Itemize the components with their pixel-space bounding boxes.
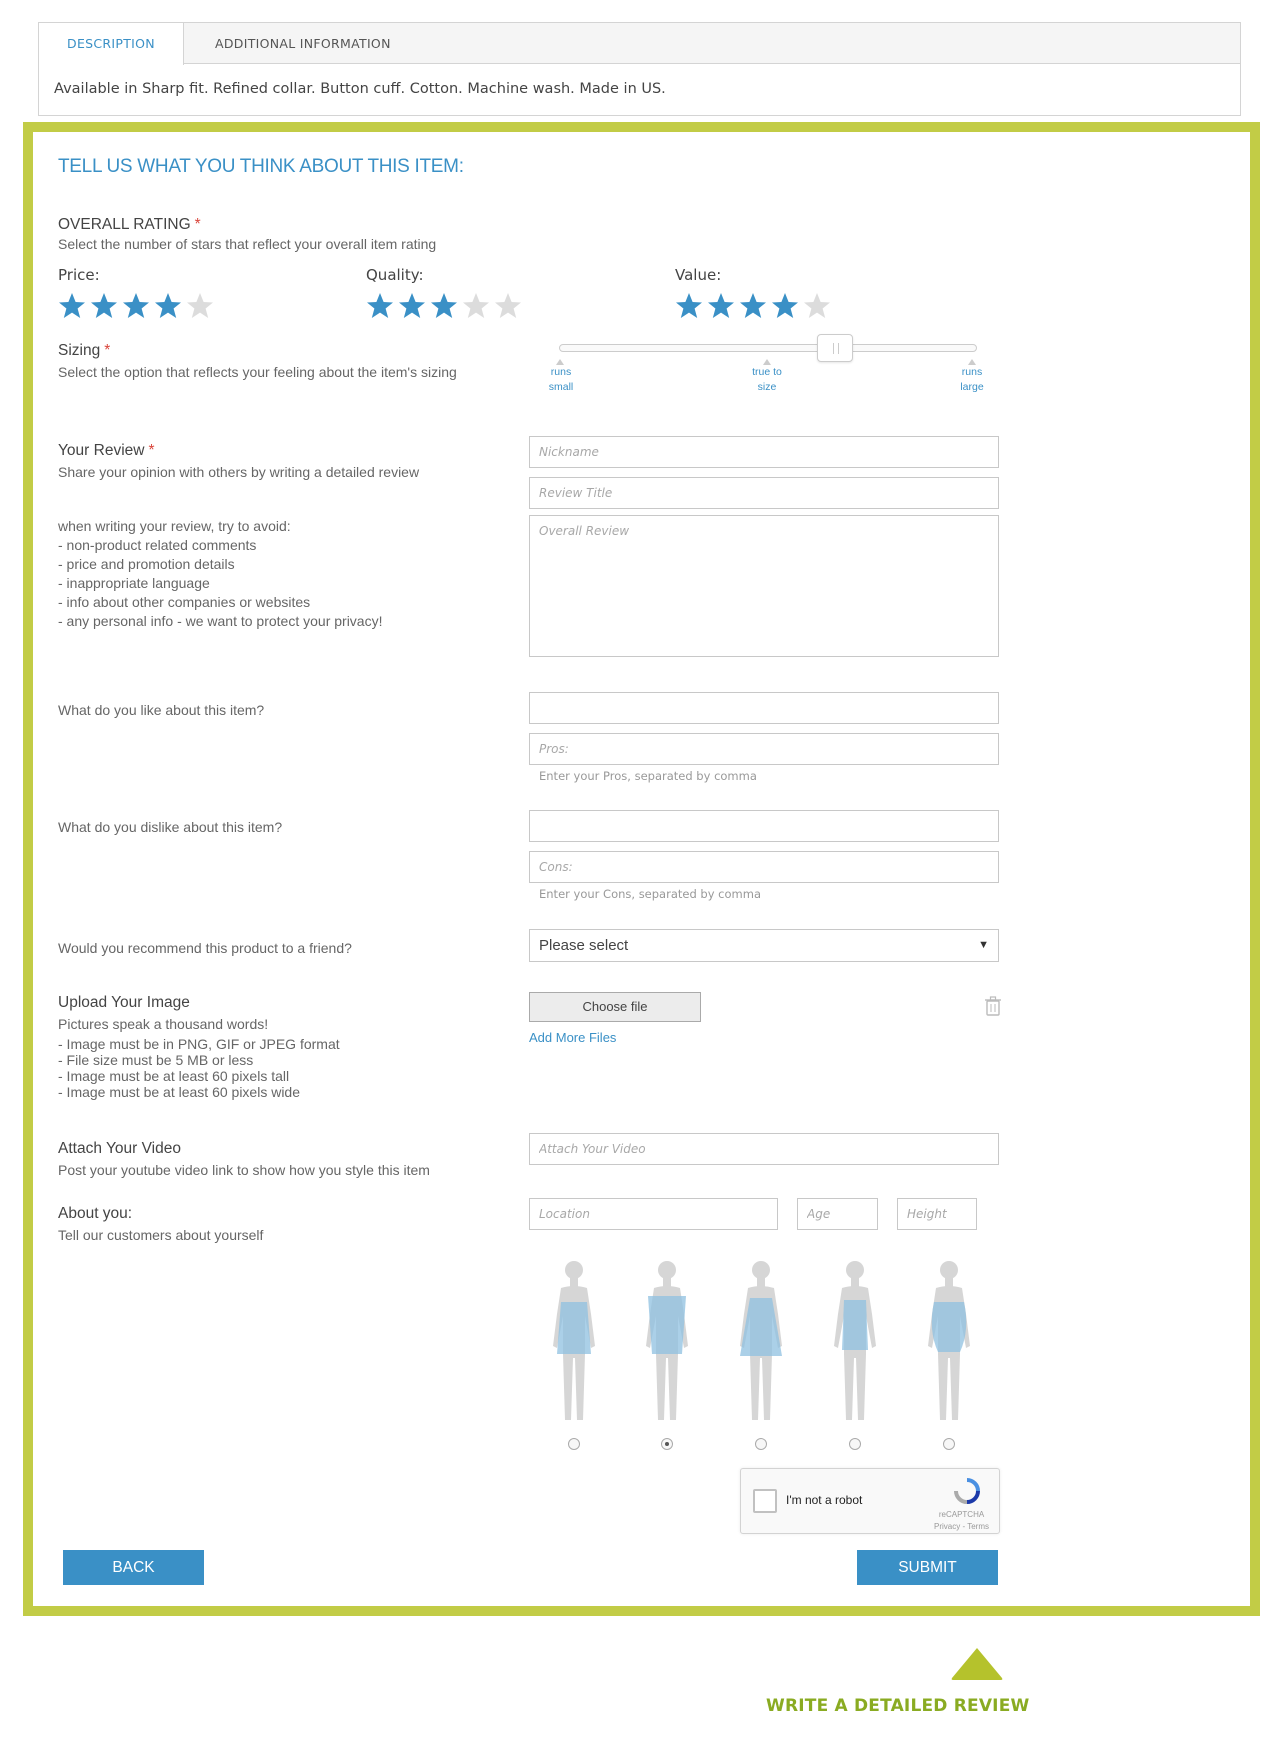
- recaptcha-checkbox[interactable]: [753, 1489, 777, 1513]
- video-label: Attach Your Video: [58, 1140, 181, 1157]
- write-detailed-review-link[interactable]: WRITE A DETAILED REVIEW: [766, 1696, 1030, 1716]
- overall-review-textarea[interactable]: [529, 515, 999, 657]
- product-tabs: [38, 22, 1241, 116]
- upload-subtitle: Pictures speak a thousand words!: [58, 1016, 269, 1032]
- upload-rule: - Image must be at least 60 pixels tall: [58, 1068, 290, 1084]
- likes-label: What do you like about this item?: [58, 702, 265, 718]
- upload-rule: - File size must be 5 MB or less: [58, 1052, 254, 1068]
- sizing-subtitle: Select the option that reflects your feeling about the item's sizing: [58, 364, 457, 380]
- sizing-label: Sizing: [58, 342, 101, 359]
- star-icon[interactable]: [707, 292, 735, 320]
- recaptcha-label: I'm not a robot: [786, 1493, 863, 1507]
- height-input[interactable]: [897, 1198, 977, 1230]
- your-review-subtitle: Share your opinion with others by writing a detailed review: [58, 464, 420, 480]
- body-silhouette-icon[interactable]: [730, 1254, 792, 1426]
- video-subtitle: Post your youtube video link to show how you style this item: [58, 1162, 430, 1178]
- location-input[interactable]: [529, 1198, 778, 1230]
- star-icon[interactable]: [739, 292, 767, 320]
- avoid-title: when writing your review, try to avoid:: [58, 518, 291, 534]
- recaptcha-brand: [934, 1509, 989, 1533]
- price-label: Price:: [58, 266, 100, 284]
- body-type-radio[interactable]: [661, 1438, 673, 1450]
- pros-hint: Enter your Pros, separated by comma: [539, 769, 757, 783]
- age-input[interactable]: [797, 1198, 878, 1230]
- star-icon[interactable]: [494, 292, 522, 320]
- review-form-panel: [23, 122, 1260, 1616]
- star-icon[interactable]: [462, 292, 490, 320]
- star-icon[interactable]: [90, 292, 118, 320]
- caret-down-icon: ▼: [978, 939, 989, 951]
- star-icon[interactable]: [803, 292, 831, 320]
- your-review-heading: [58, 442, 155, 460]
- overall-rating-label: OVERALL RATING: [58, 216, 191, 233]
- upload-rules: [58, 1036, 340, 1100]
- body-silhouette-icon[interactable]: [918, 1254, 980, 1426]
- tick-line-2: size: [757, 381, 777, 393]
- pros-input[interactable]: [529, 733, 999, 765]
- avoid-item: - non-product related comments: [58, 537, 257, 553]
- sizing-slider-handle[interactable]: [817, 334, 853, 362]
- description-text: Available in Sharp fit. Refined collar. Button cuff. Cotton. Machine wash. Made in US.: [54, 81, 666, 97]
- recaptcha-logo-icon: [953, 1477, 981, 1505]
- upload-label: Upload Your Image: [58, 994, 190, 1011]
- your-review-label: Your Review: [58, 442, 145, 459]
- sizing-slider-track[interactable]: [559, 344, 977, 352]
- dislikes-label: What do you dislike about this item?: [58, 819, 283, 835]
- tick-runs-large[interactable]: [952, 365, 992, 395]
- body-silhouette-icon[interactable]: [543, 1254, 605, 1426]
- star-icon[interactable]: [398, 292, 426, 320]
- avoid-item: - price and promotion details: [58, 556, 235, 572]
- avoid-list: [58, 517, 382, 631]
- recommend-select[interactable]: [529, 929, 999, 962]
- tick-line-1: runs: [550, 366, 572, 378]
- value-label: Value:: [675, 266, 722, 284]
- tab-description[interactable]: DESCRIPTION: [39, 23, 184, 65]
- overall-rating-heading: [58, 216, 201, 234]
- tick-line-1: runs: [961, 366, 983, 378]
- upload-rule: - Image must be in PNG, GIF or JPEG format: [58, 1036, 340, 1052]
- recaptcha-links[interactable]: Privacy - Terms: [934, 1522, 989, 1531]
- body-silhouette-icon[interactable]: [824, 1254, 886, 1426]
- tick-runs-small[interactable]: [541, 365, 581, 395]
- body-type-radio[interactable]: [755, 1438, 767, 1450]
- about-label: About you:: [58, 1205, 133, 1222]
- star-icon[interactable]: [186, 292, 214, 320]
- review-title-input[interactable]: [529, 477, 999, 509]
- star-icon[interactable]: [122, 292, 150, 320]
- required-mark: *: [148, 442, 155, 459]
- about-subtitle: Tell our customers about yourself: [58, 1227, 264, 1243]
- value-stars[interactable]: [675, 292, 831, 320]
- quality-label: Quality:: [366, 266, 424, 284]
- cons-input[interactable]: [529, 851, 999, 883]
- body-type-radio[interactable]: [568, 1438, 580, 1450]
- upload-rule: - Image must be at least 60 pixels wide: [58, 1084, 301, 1100]
- star-icon[interactable]: [430, 292, 458, 320]
- body-type-radio[interactable]: [943, 1438, 955, 1450]
- recommend-selected-value: Please select: [539, 937, 629, 954]
- tick-line-2: large: [960, 381, 984, 393]
- required-mark: *: [194, 216, 201, 233]
- overall-rating-subtitle: Select the number of stars that reflect your overall item rating: [58, 236, 437, 252]
- star-icon[interactable]: [675, 292, 703, 320]
- star-icon[interactable]: [366, 292, 394, 320]
- recaptcha-brand-name: reCAPTCHA: [938, 1510, 985, 1519]
- star-icon[interactable]: [154, 292, 182, 320]
- tick-line-2: small: [548, 381, 574, 393]
- tick-line-1: true to: [752, 366, 782, 378]
- recaptcha-widget: [740, 1468, 1000, 1534]
- price-stars[interactable]: [58, 292, 214, 320]
- body-type-radio[interactable]: [849, 1438, 861, 1450]
- review-form-title: TELL US WHAT YOU THINK ABOUT THIS ITEM:: [58, 156, 464, 177]
- video-url-input[interactable]: [529, 1133, 999, 1165]
- required-mark: *: [104, 342, 111, 359]
- body-silhouette-icon[interactable]: [636, 1254, 698, 1426]
- quality-stars[interactable]: [366, 292, 522, 320]
- likes-input[interactable]: [529, 692, 999, 724]
- star-icon[interactable]: [771, 292, 799, 320]
- avoid-item: - any personal info - we want to protect your privacy!: [58, 613, 383, 629]
- add-more-files-link[interactable]: Add More Files: [529, 1030, 617, 1045]
- choose-file-button[interactable]: Choose file: [529, 992, 701, 1022]
- recommend-label: Would you recommend this product to a friend?: [58, 940, 352, 956]
- cons-hint: Enter your Cons, separated by comma: [539, 887, 761, 901]
- dislikes-input[interactable]: [529, 810, 999, 842]
- tab-bar: [39, 23, 1240, 64]
- back-button[interactable]: BACK: [63, 1550, 204, 1585]
- avoid-item: - inappropriate language: [58, 575, 210, 591]
- tab-additional-information[interactable]: ADDITIONAL INFORMATION: [215, 36, 391, 51]
- sizing-heading: [58, 342, 110, 360]
- star-icon[interactable]: [58, 292, 86, 320]
- submit-button[interactable]: SUBMIT: [857, 1550, 998, 1585]
- nickname-input[interactable]: [529, 436, 999, 468]
- arrow-up-icon[interactable]: [950, 1646, 1004, 1682]
- trash-icon[interactable]: [985, 996, 1001, 1016]
- tick-true-to-size[interactable]: [742, 365, 792, 395]
- avoid-item: - info about other companies or websites: [58, 594, 311, 610]
